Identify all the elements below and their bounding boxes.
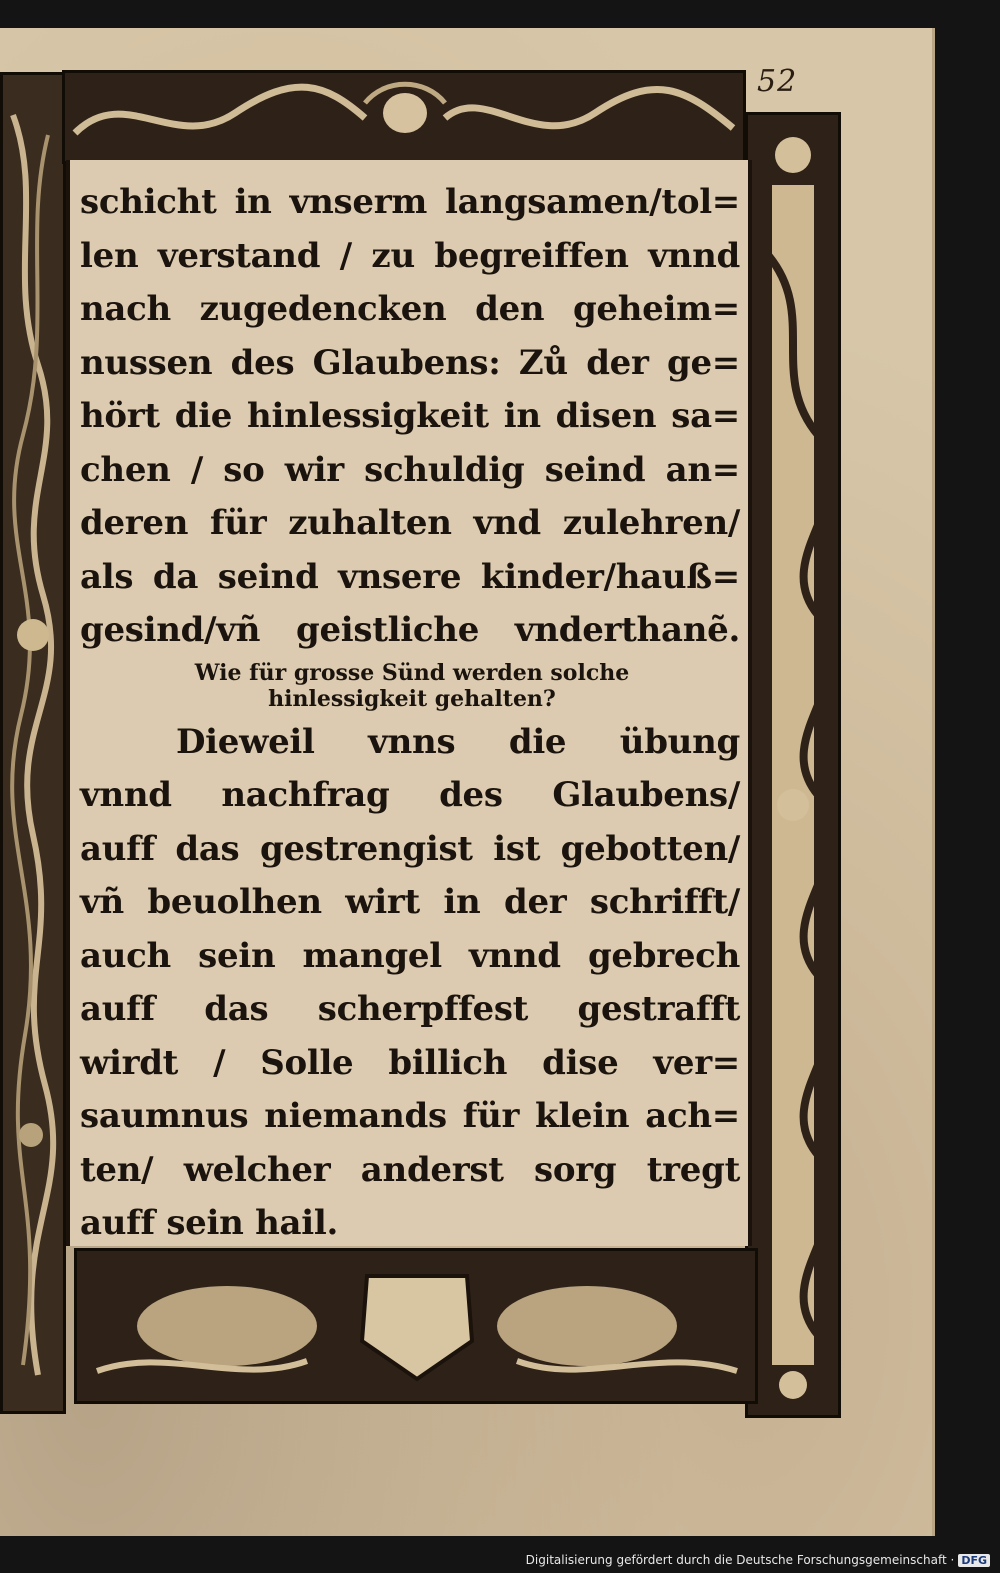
text-line: len verstand / zu begreiffen vnnd — [80, 235, 740, 276]
text-line: auch sein mangel vnnd gebrech — [80, 935, 740, 976]
text-line: saumnus niemands für klein ach= — [80, 1096, 740, 1136]
text-line: gesind/vñ geistliche vnderthanẽ. — [80, 610, 740, 650]
digitization-credit — [526, 1553, 990, 1567]
text-line: auff das gestrengist ist gebotten/ — [80, 828, 740, 869]
answer-first-line: Dieweil vnns die übung — [176, 721, 740, 762]
text-line: als da seind vnsere kinder/hauß= — [80, 556, 740, 597]
dfg-logo: DFG — [958, 1554, 990, 1567]
text-line: deren für zuhalten vnd zulehren/ — [80, 503, 740, 543]
left-woodcut-border — [0, 72, 66, 1414]
text-line: vnnd nachfrag des Glaubens/ — [80, 775, 740, 815]
text-line: auff das scherpffest gestrafft — [80, 989, 740, 1029]
text-line: schicht in vnserm langsamen/tol= — [80, 182, 740, 222]
bottom-woodcut-border — [74, 1248, 758, 1404]
text-line: nach zugedencken den geheim= — [80, 289, 740, 329]
body-text — [80, 176, 740, 1251]
question-heading-continued: hinlessigkeit gehalten? — [268, 685, 556, 712]
right-woodcut-border — [745, 112, 841, 1418]
text-line: auff sein hail. — [80, 1203, 339, 1243]
text-line: nussen des Glaubens: Zů der ge= — [80, 342, 740, 383]
text-line: vñ beuolhen wirt in der schrifft/ — [80, 882, 740, 922]
credit-text: Digitalisierung gefördert durch die Deutsche Forschungsgemeinschaft · — [525, 1553, 955, 1567]
text-line: hört die hinlessigkeit in disen sa= — [80, 396, 740, 436]
text-line: ten/ welcher anderst sorg tregt — [80, 1149, 740, 1190]
text-line: chen / so wir schuldig seind an= — [80, 449, 740, 490]
page-number: 52 — [757, 64, 798, 99]
text-line: wirdt / Solle billich dise ver= — [80, 1042, 740, 1083]
question-heading: Wie für grosse Sünd werden solche — [194, 659, 630, 686]
top-woodcut-border — [62, 70, 746, 164]
